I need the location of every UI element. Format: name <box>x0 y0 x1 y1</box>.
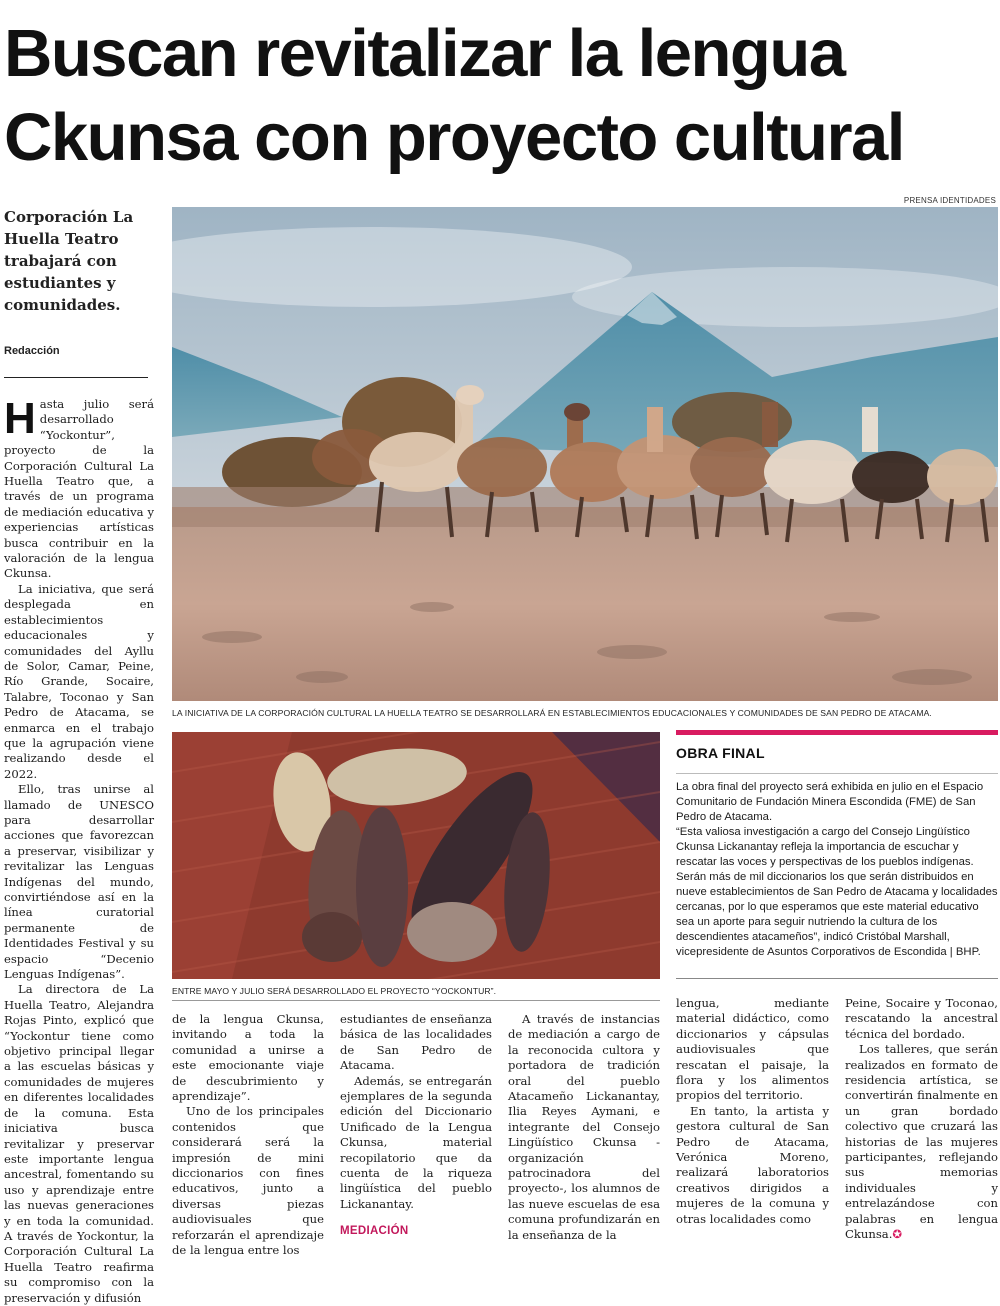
box-text <box>676 780 998 960</box>
headline-line-1: Buscan revitalizar la lengua <box>4 16 845 91</box>
headline <box>4 12 996 180</box>
drop-cap: H <box>4 394 36 443</box>
corn-photo <box>172 732 660 979</box>
deck-subtitle: Corporación La Huella Teatro trabajará con estudiantes y comunidades. <box>4 208 134 314</box>
article-column-6 <box>845 996 998 1243</box>
box-accent-bar <box>676 730 998 735</box>
paragraph-9: A través de instancias de mediación a cargo de la reconocida cultora y portadora de tradición oral del pueblo Atacameño Lickanantay, Ilia Reyes Aymani, e integrante del Consejo Lingüístico Ckunsa -organización patrocinadora del proyecto-, los alumnos de las nueve escuelas de esa comuna profundizarán en la enseñanza de la <box>508 1012 660 1242</box>
paragraph-10: lengua, mediante material didáctico, como diccionarios y cápsulas audiovisuales que rescatan el paisaje, la flora y los alimentos propios del territorio. <box>676 996 829 1103</box>
paragraph-1: Hasta julio será desarrollado “Yockontur”, proyecto de la Corporación Cultural La Huella Teatro que, a través de un programa de mediación educativa y experiencias artísticas busca contribuir en la valoración de la lengua Ckunsa. <box>4 394 154 581</box>
paragraph-5: de la lengua Ckunsa, invitando a toda la comunidad a unirse a este emocionante viaje de descubrimiento y aprendizaje”. <box>172 1012 324 1104</box>
box-bottom-divider <box>676 978 998 979</box>
byline-divider <box>4 377 148 378</box>
headline-line-2: Ckunsa con proyecto cultural <box>4 100 904 175</box>
paragraph-8: Además, se entregarán ejemplares de la segunda edición del Diccionario Unificado de la Lengua Ckunsa, material recopilatorio que da cuenta de la riqueza lingüística del pueblo Lickanantay. <box>340 1073 492 1211</box>
paragraph-13: Los talleres, que serán realizados en formato de residencia artística, se convertirán finalmente en un gran bordado colectivo que cruzará las historias de las mujeres participantes, reflejando sus memorias individuales y entrelazándose con palabras en lengua Ckunsa.✪ <box>845 1042 998 1242</box>
caption-divider <box>172 1000 660 1001</box>
paragraph-11: En tanto, la artista y gestora cultural de San Pedro de Atacama, Verónica Moreno, realizará laboratorios creativos dirigidos a mujeres de la comuna y otras localidades como <box>676 1103 829 1226</box>
article-column-1 <box>4 394 154 1306</box>
subhead-mediacion: MEDIACIÓN <box>340 1225 409 1238</box>
box-paragraph-1: La obra final del proyecto será exhibida en julio en el Espacio Comunitario de Fundación Minera Escondida (FME) de San Pedro de Atacama. <box>676 781 984 823</box>
paragraph-12: Peine, Socaire y Toconao, rescatando la ancestral técnica del bordado. <box>845 996 998 1041</box>
box-paragraph-2: “Esta valiosa investigación a cargo del Consejo Lingüístico Ckunsa Lickanantay refleja la importancia de escuchar y rescatar las voces y perspectivas de los pueblos indígenas. Serán más de mil diccionarios los que serán distribuidos en nueve establecimientos de San Pedro de Atacama y localidades cercanas, por lo que esperamos que este material educativo sea un aporte para seguir nutriendo la cultura de los descendientes atacameños”, indicó Cristóbal Marshall, vicepresidente de Asuntos Corporativos de Escondida | BHP. <box>676 826 998 958</box>
paragraph-3: Ello, tras unirse al llamado de UNESCO para desarrollar acciones que favorezcan a preservar, visibilizar y revitalizar las Lenguas Indígenas del mundo, convirtiéndose así en la línea curatorial permanente de Identidades Festival y su espacio “Decenio Lenguas Indígenas”. <box>4 782 154 982</box>
main-photo-caption: LA INICIATIVA DE LA CORPORACIÓN CULTURAL LA HUELLA TEATRO SE DESARROLLARÁ EN ESTABLECIMIENTOS EDUCACIONALES Y COMUNIDADES DE SAN PEDRO DE ATACAMA. <box>172 708 932 718</box>
box-title: OBRA FINAL <box>676 745 765 761</box>
article-column-5 <box>676 996 829 1227</box>
box-title-divider <box>676 773 998 774</box>
article-column-4 <box>508 1012 660 1243</box>
article-column-3 <box>340 1012 492 1240</box>
photo-credit: PRENSA IDENTIDADES <box>903 196 996 205</box>
byline: Redacción <box>4 345 60 357</box>
corn-photo-caption: ENTRE MAYO Y JULIO SERÁ DESARROLLADO EL PROYECTO “YOCKONTUR”. <box>172 986 497 996</box>
paragraph-4: La directora de La Huella Teatro, Alejandra Rojas Pinto, explicó que “Yockontur tiene como objetivo principal llegar a las escuelas básicas y comunidades de mujeres en diferentes localidades de la comuna. Esta iniciativa busca revitalizar y preservar este importante lengua ancestral, fomentando su uso y aprendizaje entre las nuevas generaciones y en toda la comunidad. A través de Yockontur, la Corporación Cultural La Huella Teatro reafirma su compromiso con la preservación y difusión <box>4 982 154 1305</box>
main-photo-llamas <box>172 207 998 701</box>
article-column-2 <box>172 1012 324 1259</box>
paragraph-6: Uno de los principales contenidos que considerará será la impresión de mini diccionarios con fines educativos, junto a diversas piezas audiovisuales que reforzarán el aprendizaje de la lengua entre los <box>172 1104 324 1258</box>
end-mark-icon: ✪ <box>892 1227 903 1242</box>
paragraph-7: estudiantes de enseñanza básica de las localidades de San Pedro de Atacama. <box>340 1012 492 1073</box>
paragraph-2: La iniciativa, que será desplegada en establecimientos educacionales y comunidades del Ayllu de Solor, Camar, Peine, Río Grande, Socaire, Talabre, Toconao y San Pedro de Atacama, se enmarca en el trabajo que la agrupación viene realizando desde el 2022. <box>4 581 154 781</box>
